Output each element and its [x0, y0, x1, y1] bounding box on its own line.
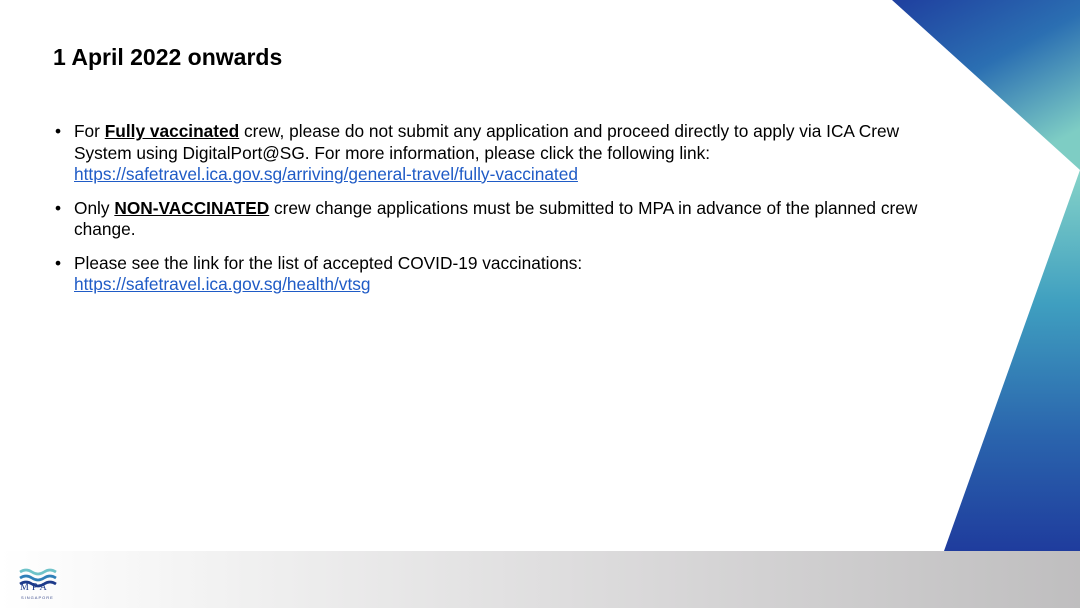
fully-vaccinated-link[interactable]: https://safetravel.ica.gov.sg/arriving/general-travel/fully-vaccinated: [74, 164, 578, 184]
logo-text: MPA: [20, 582, 50, 593]
right-side-triangle: [944, 170, 1080, 551]
bullet-lead: For: [74, 121, 105, 141]
footer-bar: [0, 551, 1080, 608]
bullet-text: crew change applications must be submitted to MPA in advance of the planned crew change.: [74, 197, 918, 239]
bullet-accepted-vaccinations: [53, 253, 933, 296]
bullet-lead: Only: [74, 197, 115, 218]
slide-title: 1 April 2022 onwards: [53, 44, 283, 70]
bullet-list: [53, 121, 933, 308]
logo-tagline: SINGAPORE: [21, 595, 54, 600]
bullet-text: crew, please do not submit any application and proceed directly to apply via ICA Crew System using DigitalPort@SG. For more information, please click the following link:: [74, 121, 900, 163]
bullet-non-vaccinated: [53, 198, 933, 241]
bullet-lead: Please see the link for the list of accepted COVID-19 vaccinations:: [74, 252, 583, 273]
emphasis-non-vaccinated: NON-VACCINATED: [114, 197, 270, 218]
vaccinations-list-link[interactable]: https://safetravel.ica.gov.sg/health/vtsg: [74, 274, 371, 294]
bullet-fully-vaccinated: [53, 121, 933, 186]
emphasis-fully-vaccinated: Fully vaccinated: [104, 121, 240, 141]
